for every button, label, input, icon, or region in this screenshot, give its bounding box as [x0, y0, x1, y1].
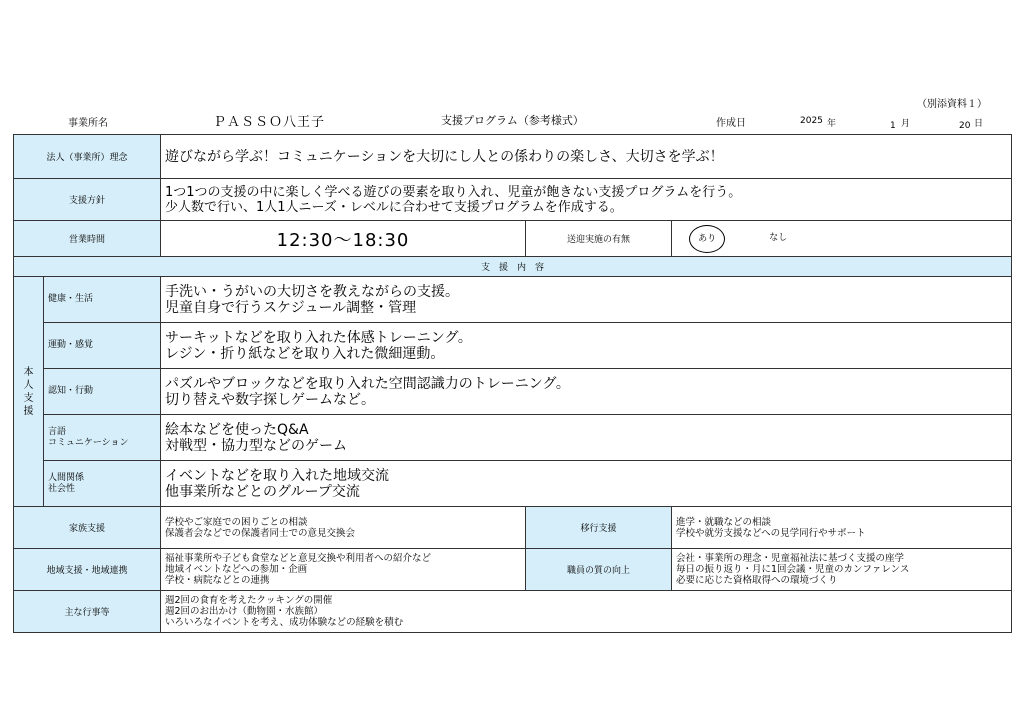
policy-line: 少人数で行い、1人1人ニーズ・レベルに合わせて支援プログラムを作成する。	[165, 199, 623, 215]
family-content	[161, 507, 526, 549]
transport-yes-circled: あり	[689, 225, 725, 253]
content-header-row	[14, 257, 1012, 277]
content-line: 福祉事業所や子ども食堂などと意見交換や利用者への紹介など	[165, 553, 432, 564]
personal-content	[161, 415, 1012, 461]
content-line: 学校やご家庭での困りごとの相談	[165, 516, 308, 528]
program-table	[13, 134, 1012, 633]
doc-title: 支援プログラム（参考様式）	[441, 114, 584, 127]
hours-row	[14, 221, 1012, 257]
family-label: 家族支援	[14, 507, 161, 549]
content-line: 進学・就職などの相談	[676, 516, 772, 528]
created-day: 20	[959, 121, 971, 131]
hours-value: 12:30～18:30	[161, 221, 526, 257]
personal-content	[161, 277, 1012, 323]
personal-sub-label: 健康・生活	[44, 277, 161, 323]
created-month: 1	[890, 121, 896, 131]
content-line: 地域イベントなどへの参加・企画	[165, 564, 308, 575]
philosophy-text: 遊びながら学ぶ！コミュニケーションを大切にし人との係わりの楽しさ、大切さを学ぶ！	[161, 135, 1012, 179]
events-content	[161, 591, 1012, 633]
policy-text	[161, 179, 1012, 221]
content-line: 週2回の食育を考えたクッキングの開催	[165, 595, 333, 606]
content-line: 手洗い・うがいの大切さを教えながらの支援。	[165, 283, 460, 300]
personal-row-language	[14, 415, 1012, 461]
transition-content	[672, 507, 1012, 549]
personal-content	[161, 461, 1012, 507]
created-day-unit: 日	[974, 119, 984, 129]
content-line: 学校や就労支援などへの見学同行やサポート	[676, 527, 866, 539]
content-line: 保護者会などでの保護者同士での意見交換会	[165, 527, 356, 539]
transition-label: 移行支援	[526, 507, 672, 549]
office-label: 事業所名	[68, 118, 108, 129]
personal-content	[161, 369, 1012, 415]
content-line: 学校・病院などとの連携	[165, 575, 270, 586]
personal-row-social	[14, 461, 1012, 507]
content-line: 対戦型・協力型などのゲーム	[165, 437, 348, 454]
transport-no: なし	[769, 232, 788, 243]
office-name: ＰＡＳＳＯ八王子	[213, 115, 326, 130]
content-line: 週2回のお出かけ（動物園・水族館）	[165, 606, 324, 617]
created-label: 作成日	[716, 118, 746, 129]
personal-row-health	[14, 277, 1012, 323]
community-staff-row	[14, 549, 1012, 591]
events-label: 主な行事等	[14, 591, 161, 633]
content-line: 必要に応じた資格取得への環境づくり	[676, 575, 838, 586]
personal-sub-label	[44, 461, 161, 507]
transport-label: 送迎実施の有無	[526, 221, 672, 257]
sub-label-line: 言語	[48, 426, 67, 437]
content-line: 絵本などを使ったQ&A	[165, 421, 309, 438]
content-line: レジン・折り紙などを取り入れた微細運動。	[165, 345, 445, 362]
family-transition-row	[14, 507, 1012, 549]
personal-row-motor	[14, 323, 1012, 369]
personal-content	[161, 323, 1012, 369]
personal-row-cognition	[14, 369, 1012, 415]
community-content	[161, 549, 526, 591]
personal-sub-label: 運動・感覚	[44, 323, 161, 369]
created-month-unit: 月	[901, 119, 911, 129]
community-label: 地域支援・地域連携	[14, 549, 161, 591]
policy-label: 支援方針	[14, 179, 161, 221]
created-year: 2025	[800, 116, 823, 126]
events-row	[14, 591, 1012, 633]
philosophy-row	[14, 135, 1012, 179]
content-header: 支 援 内 容	[14, 257, 1012, 277]
sub-label-line: 社会性	[48, 483, 76, 494]
content-line: いろいろなイベントを考え、成功体験などの経験を積む	[165, 617, 404, 628]
personal-sub-label: 認知・行動	[44, 369, 161, 415]
personal-support-label: 本人支援	[14, 277, 44, 507]
policy-line: 1つ1つの支援の中に楽しく学べる遊びの要素を取り入れ、児童が飽きない支援プログラムを行う。	[165, 184, 742, 200]
content-line: パズルやブロックなどを取り入れた空間認識力のトレーニング。	[165, 375, 570, 392]
hours-label: 営業時間	[14, 221, 161, 257]
content-line: 他事業所などとのグループ交流	[165, 483, 360, 500]
content-line: 毎日の振り返り・月に1回会議・児童のカンファレンス	[676, 564, 910, 575]
staff-label: 職員の質の向上	[526, 549, 672, 591]
content-line: イベントなどを取り入れた地域交流	[165, 467, 390, 484]
staff-content	[672, 549, 1012, 591]
created-year-unit: 年	[827, 119, 837, 129]
philosophy-label: 法人（事業所）理念	[14, 135, 161, 179]
policy-row	[14, 179, 1012, 221]
personal-sub-label	[44, 415, 161, 461]
content-line: 会社・事業所の理念・児童福祉法に基づく支援の座学	[676, 553, 905, 564]
content-line: サーキットなどを取り入れた体感トレーニング。	[165, 329, 472, 346]
transport-options	[672, 221, 1012, 257]
content-line: 切り替えや数字探しゲームなど。	[165, 391, 376, 408]
annex-label: （別添資料１）	[917, 99, 987, 110]
sub-label-line: コミュニケーション	[48, 437, 129, 448]
sub-label-line: 人間関係	[48, 472, 85, 483]
content-line: 児童自身で行うスケジュール調整・管理	[165, 299, 417, 316]
